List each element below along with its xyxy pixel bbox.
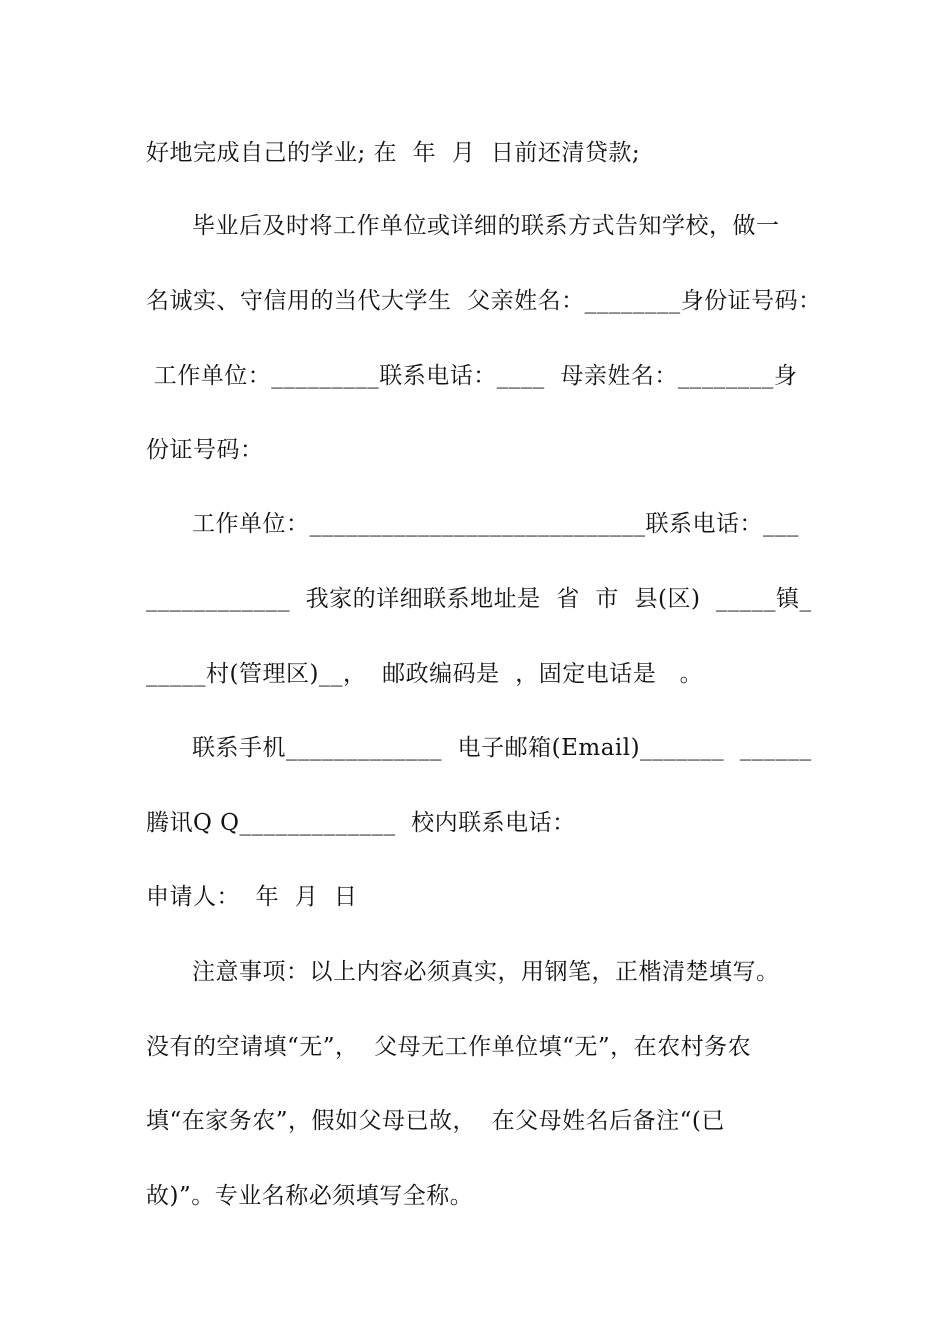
text-line-14: 填“在家务农”，假如父母已故， 在父母姓名后备注“(已 [146,1108,725,1134]
text-line-12: 注意事项：以上内容必须真实，用钢笔，正楷清楚填写。 [192,959,780,985]
text-line-15: 故)”。专业名称必须填写全称。 [146,1183,474,1209]
text-line-5: 份证号码： [146,437,264,463]
text-line-1: 好地完成自己的学业; 在 年 月 日前还清贷款; [146,140,641,166]
text-line-11: 申请人： 年 月 日 [146,884,358,910]
text-line-7: ____________ 我家的详细联系地址是 省 市 县(区) _____镇_ [146,586,812,612]
text-line-2: 毕业后及时将工作单位或详细的联系方式告知学校，做一 [192,213,780,239]
text-line-4: 工作单位：_________联系电话：____ 母亲姓名：________身 [146,363,798,389]
text-line-6: 工作单位：____________________________联系电话：___ [192,511,799,537]
text-line-13: 没有的空请填“无”， 父母无工作单位填“无”，在农村务农 [146,1034,752,1060]
text-line-3: 名诚实、守信用的当代大学生 父亲姓名：________身份证号码： [146,288,822,314]
text-line-8: _____村(管理区)__， 邮政编码是 ，固定电话是 。 [146,661,704,687]
text-line-10: 腾讯Q Q_____________ 校内联系电话： [146,810,576,836]
text-line-9: 联系手机_____________ 电子邮箱(Email)_______ ______ [192,735,812,761]
